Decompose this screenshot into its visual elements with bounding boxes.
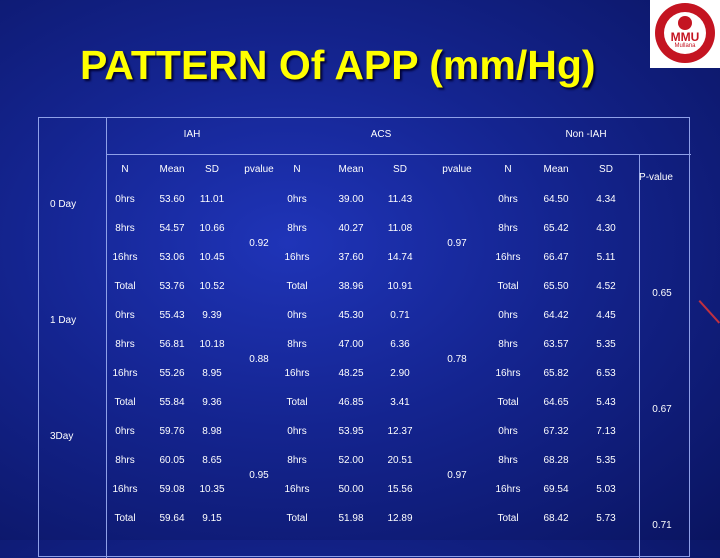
table-cell: 65.82 <box>543 368 569 379</box>
table-cell: 10.66 <box>199 223 225 234</box>
column-header: Mean <box>543 164 569 175</box>
column-header: SD <box>599 164 613 175</box>
column-header: P-value <box>639 172 673 183</box>
table-cell: Total <box>286 397 308 408</box>
table-cell: 16hrs <box>284 368 310 379</box>
table-cell: 8hrs <box>498 455 518 466</box>
p-value: 0.71 <box>652 520 672 531</box>
table-cell: 68.42 <box>543 513 569 524</box>
table-cell: 53.95 <box>338 426 364 437</box>
table-cell: 0.71 <box>390 310 410 321</box>
table-cell: 53.06 <box>159 252 185 263</box>
column-header: Mean <box>338 164 364 175</box>
group-header: IAH <box>183 129 201 140</box>
table-cell: 59.76 <box>159 426 185 437</box>
table-cell: 66.47 <box>543 252 569 263</box>
day-label: 3Day <box>50 431 74 442</box>
table-cell: 11.43 <box>387 194 413 205</box>
table-cell: 37.60 <box>338 252 364 263</box>
university-logo <box>650 0 720 68</box>
table-cell: Total <box>114 513 136 524</box>
table-cell: 2.90 <box>390 368 410 379</box>
column-header: N <box>121 164 129 175</box>
table-cell: 8.98 <box>202 426 222 437</box>
table-cell: 8.65 <box>202 455 222 466</box>
column-header: SD <box>205 164 219 175</box>
table-cell: 59.64 <box>159 513 185 524</box>
table-cell: Total <box>286 513 308 524</box>
table-cell: 16hrs <box>495 484 521 495</box>
column-header: N <box>504 164 512 175</box>
logo-text: MMU <box>670 30 700 44</box>
table-cell: 8hrs <box>498 339 518 350</box>
table-cell: 12.89 <box>387 513 413 524</box>
table-cell: 10.18 <box>199 339 225 350</box>
table-cell: 5.03 <box>596 484 616 495</box>
p-value: 0.78 <box>447 354 467 365</box>
table-cell: 16hrs <box>112 252 138 263</box>
p-value: 0.65 <box>652 288 672 299</box>
table-cell: 8hrs <box>115 223 135 234</box>
table-cell: 16hrs <box>284 484 310 495</box>
table-cell: Total <box>497 281 519 292</box>
table-cell: 9.39 <box>202 310 222 321</box>
seal-icon <box>655 3 715 63</box>
table-cell: 8.95 <box>202 368 222 379</box>
table-cell: 65.42 <box>543 223 569 234</box>
table-cell: 38.96 <box>338 281 364 292</box>
day-label: 0 Day <box>50 199 77 210</box>
table-cell: 53.76 <box>159 281 185 292</box>
table-cell: 5.35 <box>596 455 616 466</box>
table-cell: 55.26 <box>159 368 185 379</box>
table-cell: 59.08 <box>159 484 185 495</box>
table-cell: 10.52 <box>199 281 225 292</box>
table-cell: 4.30 <box>596 223 616 234</box>
crest-icon <box>678 16 692 30</box>
table-cell: 48.25 <box>338 368 364 379</box>
table-cell: 8hrs <box>498 223 518 234</box>
table-cell: 47.00 <box>338 339 364 350</box>
table-cell: 54.57 <box>159 223 185 234</box>
table-cell: 16hrs <box>495 252 521 263</box>
table-cell: 8hrs <box>115 455 135 466</box>
table-cell: 6.36 <box>390 339 410 350</box>
table-cell: 0hrs <box>498 310 518 321</box>
table-cell: 0hrs <box>498 426 518 437</box>
table-cell: 46.85 <box>338 397 364 408</box>
table-cell: 0hrs <box>115 310 135 321</box>
table-cell: 55.43 <box>159 310 185 321</box>
table-cell: 5.43 <box>596 397 616 408</box>
p-value: 0.97 <box>447 238 467 249</box>
table-cell: Total <box>497 397 519 408</box>
p-value: 0.88 <box>249 354 269 365</box>
table-cell: 64.50 <box>543 194 569 205</box>
table-cell: 60.05 <box>159 455 185 466</box>
p-value: 0.95 <box>249 470 269 481</box>
p-value: 0.92 <box>249 238 269 249</box>
table-cell: 8hrs <box>287 455 307 466</box>
column-header: SD <box>393 164 407 175</box>
table-cell: 11.08 <box>387 223 413 234</box>
table-cell: 0hrs <box>287 310 307 321</box>
table-cell: 4.34 <box>596 194 616 205</box>
table-cell: 20.51 <box>387 455 413 466</box>
table-cell: 0hrs <box>498 194 518 205</box>
column-header: pvalue <box>442 164 472 175</box>
day-label: 1 Day <box>50 315 77 326</box>
table-cell: 10.45 <box>199 252 225 263</box>
table-cell: 45.30 <box>338 310 364 321</box>
table-cell: 53.60 <box>159 194 185 205</box>
table-cell: 3.41 <box>390 397 410 408</box>
table-cell: 8hrs <box>287 223 307 234</box>
table-cell: 64.42 <box>543 310 569 321</box>
table-cell: 9.15 <box>202 513 222 524</box>
table-cell: 5.73 <box>596 513 616 524</box>
table-cell: 55.84 <box>159 397 185 408</box>
table-cell: 0hrs <box>115 426 135 437</box>
table-cell: Total <box>114 281 136 292</box>
group-header: ACS <box>370 129 392 140</box>
table-cell: 63.57 <box>543 339 569 350</box>
logo-subtext: Mullana <box>674 43 696 49</box>
table-cell: 10.91 <box>387 281 413 292</box>
table-cell: 8hrs <box>115 339 135 350</box>
decorative-line <box>699 300 720 324</box>
table-cell: 0hrs <box>287 426 307 437</box>
table-cell: 0hrs <box>115 194 135 205</box>
table-cell: 39.00 <box>338 194 364 205</box>
table-cell: 12.37 <box>387 426 413 437</box>
table-cell: 16hrs <box>112 368 138 379</box>
table-cell: Total <box>114 397 136 408</box>
table-cell: 67.32 <box>543 426 569 437</box>
slide-title: PATTERN Of APP (mm/Hg) <box>80 42 596 88</box>
table-cell: Total <box>497 513 519 524</box>
table-cell: 50.00 <box>338 484 364 495</box>
table-cell: 64.65 <box>543 397 569 408</box>
table-cell: 5.35 <box>596 339 616 350</box>
table-cell: 56.81 <box>159 339 185 350</box>
table-cell: Total <box>286 281 308 292</box>
table-cell: 65.50 <box>543 281 569 292</box>
table-cell: 5.11 <box>596 252 616 263</box>
column-header: N <box>293 164 301 175</box>
table-cell: 14.74 <box>387 252 413 263</box>
table-cell: 6.53 <box>596 368 616 379</box>
table-cell: 7.13 <box>596 426 616 437</box>
table-cell: 16hrs <box>112 484 138 495</box>
table-cell: 16hrs <box>284 252 310 263</box>
table-cell: 10.35 <box>199 484 225 495</box>
column-header: Mean <box>159 164 185 175</box>
group-header: Non -IAH <box>565 129 607 140</box>
table-cell: 8hrs <box>287 339 307 350</box>
p-value: 0.97 <box>447 470 467 481</box>
table-cell: 16hrs <box>495 368 521 379</box>
table-cell: 4.45 <box>596 310 616 321</box>
table-cell: 51.98 <box>338 513 364 524</box>
table-cell: 11.01 <box>199 194 225 205</box>
table-cell: 0hrs <box>287 194 307 205</box>
table-cell: 4.52 <box>596 281 616 292</box>
table-cell: 40.27 <box>338 223 364 234</box>
column-header: pvalue <box>244 164 274 175</box>
table-cell: 68.28 <box>543 455 569 466</box>
table-cell: 69.54 <box>543 484 569 495</box>
table-cell: 52.00 <box>338 455 364 466</box>
table-cell: 9.36 <box>202 397 222 408</box>
table-cell: 15.56 <box>387 484 413 495</box>
p-value: 0.67 <box>652 404 672 415</box>
